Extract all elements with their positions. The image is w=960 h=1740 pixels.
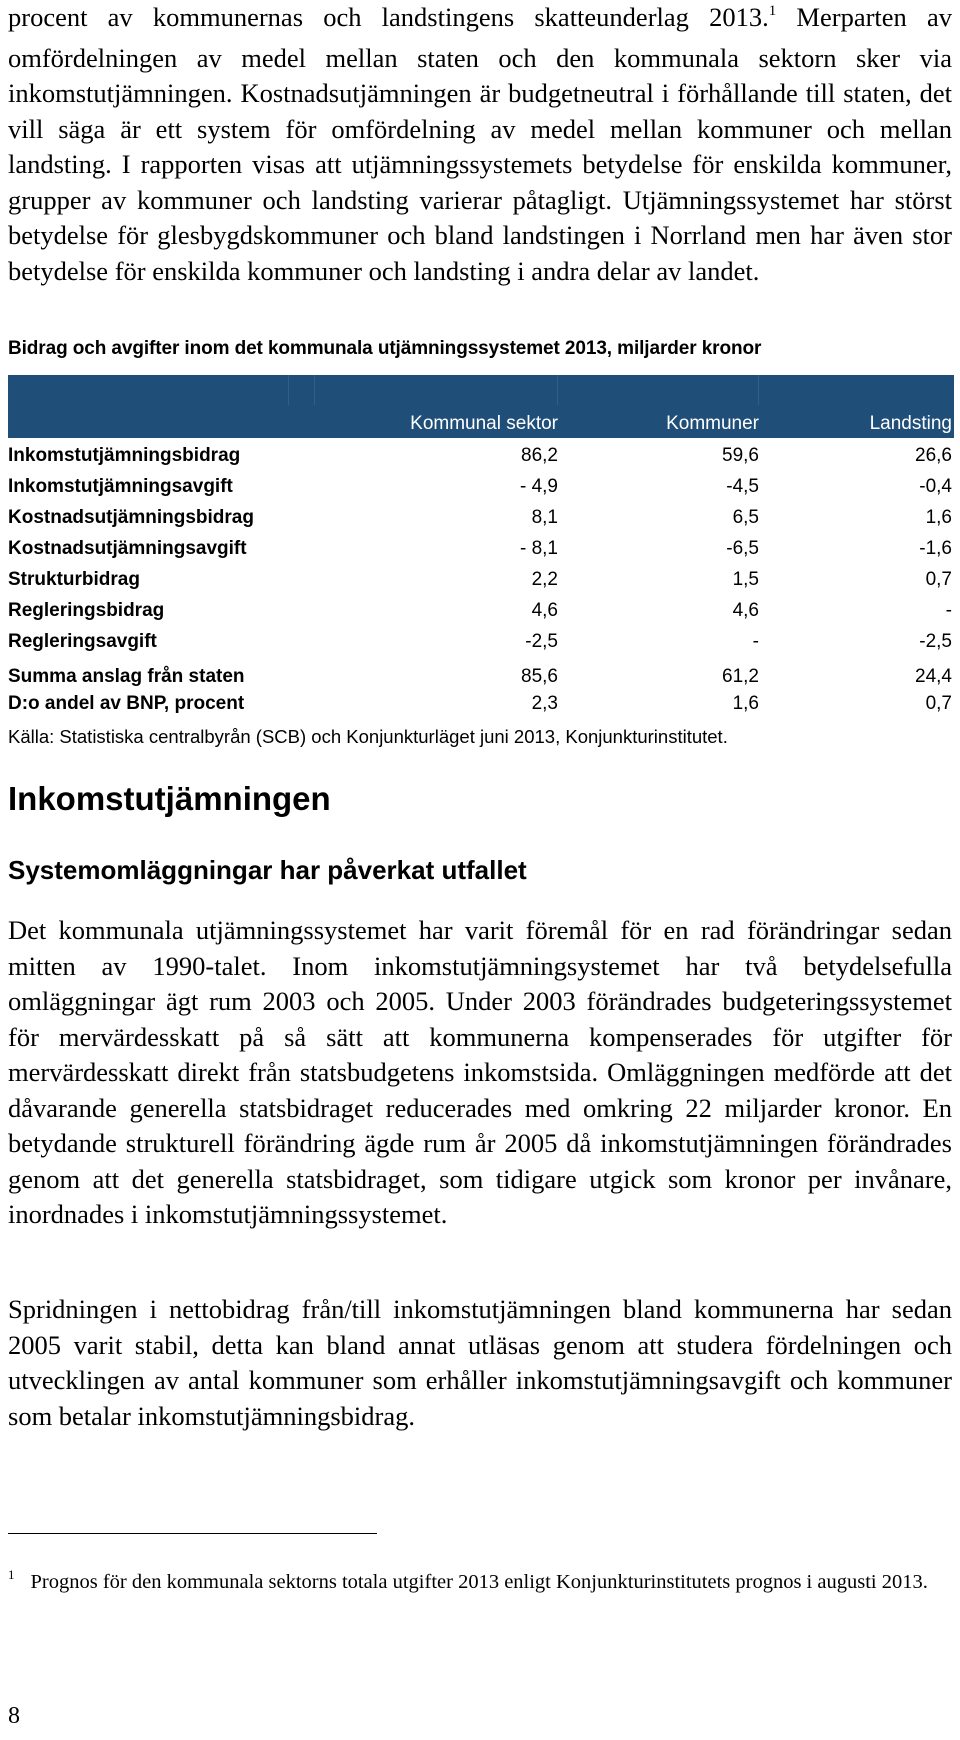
cell-kommunal-sektor: 2,2: [531, 569, 558, 590]
cell-kommunal-sektor: 2,3: [531, 693, 558, 714]
cell-kommunal-sektor: 85,6: [521, 666, 558, 687]
footnote-reference[interactable]: 1: [768, 3, 777, 19]
footnote-divider: [8, 1533, 377, 1534]
row-label: D:o andel av BNP, procent: [8, 693, 245, 714]
table-row-gdp-share: [8, 690, 954, 717]
row-label: Summa anslag från staten: [8, 666, 245, 687]
cell-landsting: -0,4: [919, 476, 952, 497]
row-label: Inkomstutjämningsbidrag: [8, 445, 241, 466]
cell-landsting: -2,5: [919, 631, 952, 652]
cell-kommunal-sektor: - 4,9: [519, 476, 558, 497]
cell-landsting: 1,6: [925, 507, 952, 528]
column-header-landsting: Landsting: [869, 413, 952, 434]
cell-landsting: 26,6: [915, 445, 952, 466]
cell-landsting: -: [945, 600, 952, 621]
cell-kommuner: 1,5: [732, 569, 759, 590]
cell-kommuner: -: [752, 631, 759, 652]
footnote-marker: 1: [8, 1567, 15, 1582]
cell-landsting: 0,7: [925, 569, 952, 590]
cell-kommunal-sektor: - 8,1: [519, 538, 558, 559]
cell-kommuner: 4,6: [732, 600, 759, 621]
cell-landsting: 24,4: [915, 666, 952, 687]
page-number: 8: [8, 1703, 20, 1729]
intro-text-rest: Merparten av omfördelningen av medel mellan staten och den kommunala sektorn sker via inkomstutjämningen. Kostnadsutjämningen är budgetneutral i förhållande till staten, det vill säga är ett system för omfördelning av medel mellan kommuner och mellan landsting. I rapporten visas att utjämningssystemets betydelse för enskilda kommuner, grupper av kommuner och landsting varierar påtagligt. Utjämningssystemet har störst betydelse för glesbygdskommuner och bland landstingen i Norrland men har även stor betydelse för enskilda kommuner och landsting i andra delar av landet.: [8, 2, 952, 286]
subsection-heading: Systemomläggningar har påverkat utfallet: [8, 855, 527, 885]
row-label: Kostnadsutjämningsavgift: [8, 538, 247, 559]
cell-kommuner: -6,5: [726, 538, 759, 559]
section-heading: Inkomstutjämningen: [8, 780, 331, 817]
table-caption: Bidrag och avgifter inom det kommunala utjämningssystemet 2013, miljarder kronor: [8, 338, 762, 359]
cell-kommuner: 61,2: [722, 666, 759, 687]
cell-kommuner: -4,5: [726, 476, 759, 497]
cell-kommunal-sektor: -2,5: [525, 631, 558, 652]
column-header-kommunal-sektor: Kommunal sektor: [410, 413, 558, 434]
table-row: [8, 531, 954, 562]
header-divider: [314, 375, 315, 405]
table-row: [8, 438, 954, 469]
table-row: [8, 469, 954, 500]
table-row-total: [8, 659, 954, 690]
header-divider: [758, 375, 759, 405]
cell-landsting: -1,6: [919, 538, 952, 559]
cell-kommuner: 59,6: [722, 445, 759, 466]
intro-text-start: procent av kommunernas och landstingens skatteunderlag 2013.: [8, 2, 769, 32]
cell-kommuner: 6,5: [732, 507, 759, 528]
column-header-kommuner: Kommuner: [666, 413, 759, 434]
footnote-text: Prognos för den kommunala sektorns totala utgifter 2013 enligt Konjunkturinstitutets prognos i augusti 2013.: [30, 1571, 928, 1593]
cell-kommunal-sektor: 86,2: [521, 445, 558, 466]
table-row: [8, 593, 954, 624]
row-label: Regleringsbidrag: [8, 600, 165, 621]
cell-landsting: 0,7: [925, 693, 952, 714]
table-header: [8, 375, 954, 438]
cell-kommuner: 1,6: [732, 693, 759, 714]
row-label: Regleringsavgift: [8, 631, 157, 652]
body-paragraph-2: Spridningen i nettobidrag från/till inkomstutjämningen bland kommunerna har sedan 2005 varit stabil, detta kan bland annat utläsas genom att studera fördelningen och utvecklingen av antal kommuner som erhåller inkomstutjämningsavgift och kommuner som betalar inkomstutjämningsbidrag.: [8, 1294, 952, 1431]
header-divider: [288, 375, 289, 405]
allocation-table: [8, 375, 954, 717]
header-divider: [557, 375, 558, 405]
table-row: [8, 500, 954, 531]
row-label: Inkomstutjämningsavgift: [8, 476, 233, 497]
table-source: Källa: Statistiska centralbyrån (SCB) och Konjunkturläget juni 2013, Konjunkturinstitutet.: [8, 726, 728, 747]
intro-paragraph: [8, 0, 952, 289]
table-row: [8, 562, 954, 593]
cell-kommunal-sektor: 4,6: [531, 600, 558, 621]
row-label: Strukturbidrag: [8, 569, 140, 590]
body-paragraph-1: Det kommunala utjämningssystemet har varit föremål för en rad förändringar sedan mitten av 1990-talet. Inom inkomstutjämningsystemet har två betydelsefulla omläggningar ägt rum 2003 och 2005. Under 2003 förändrades budgeteringssystemet för mervärdesskatt på så sätt att kommunerna kompenserades för utgifter för mervärdesskatt direkt från statsbudgetens inkomstsida. Omläggningen medförde att det dåvarande generella statsbidraget reducerades med omkring 22 miljarder kronor. En betydande strukturell förändring ägde rum år 2005 då inkomstutjämningen förändrades genom att det generella statsbidraget, som tidigare utgick som kronor per invånare, inordnades i inkomstutjämningssystemet.: [8, 915, 952, 1229]
footnote: [8, 1567, 952, 1599]
cell-kommunal-sektor: 8,1: [531, 507, 558, 528]
row-label: Kostnadsutjämningsbidrag: [8, 507, 254, 528]
table-row: [8, 624, 954, 655]
